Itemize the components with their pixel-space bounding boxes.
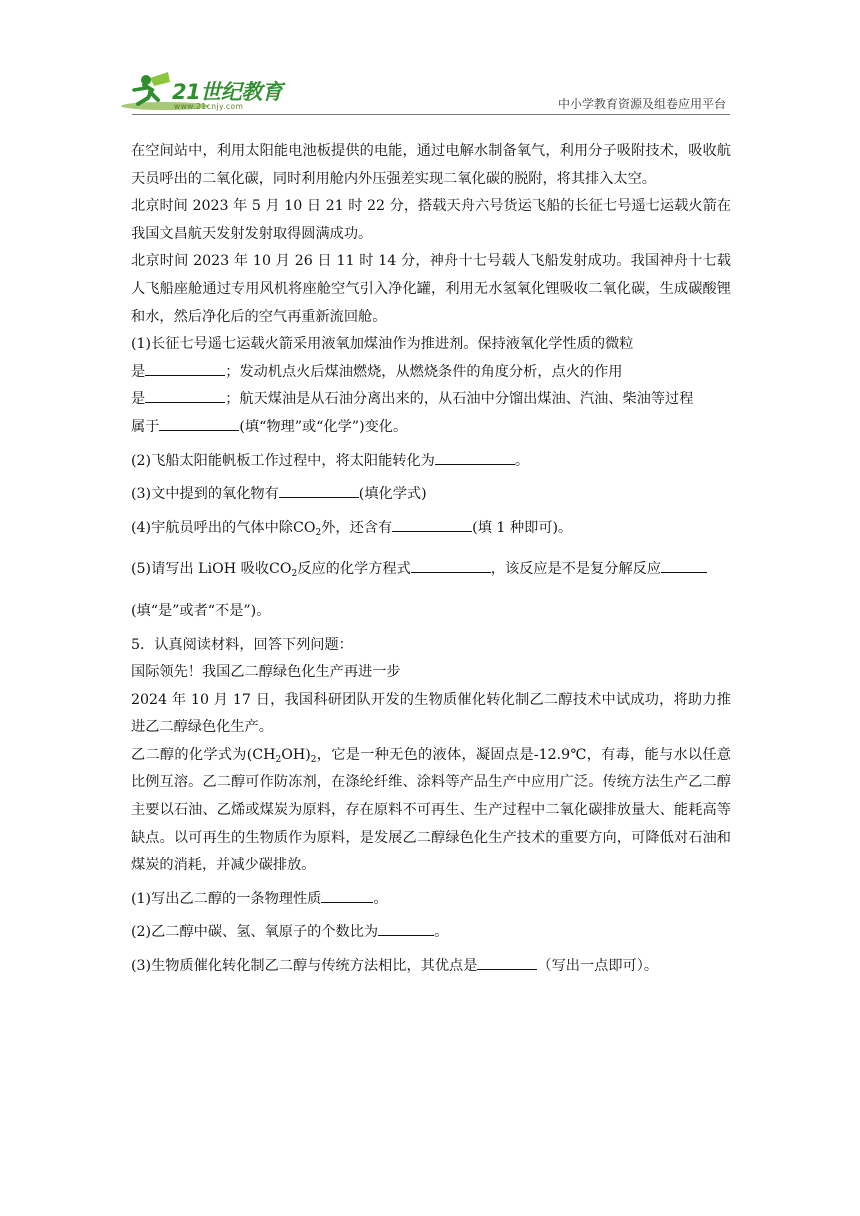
answer-blank[interactable] [477,955,537,970]
question-1-line-1: (1)长征七号遥七运载火箭采用液氧加煤油作为推进剂。保持液氧化学性质的微粒 [131,336,634,353]
answer-blank[interactable] [159,416,239,431]
question-4: (4)宇航员呼出的气体中除$CO_2$外，还含有 (填 1 种即可)。 [131,515,731,543]
problem-5-paragraph-2: 乙二醇的化学式为$(CH_2OH)_2$，它是一种无色的液体，凝固点是-12.9℃，有毒，能与水以任意比例互溶。乙二醇可作防冻剂，在涤纶纤维、涂料等产品生产中应用广泛。传统方法生产乙二醇主要以石油、乙烯或煤炭为原料，存在原料不可再生、生产过程中二氧化碳排放量大、能耗高等缺点。以可再生的生物质作为原料，是发展乙二醇绿色化生产技术的重要方向，可降低对石油和煤炭的消耗，并减少碳排放。 [131,746,731,874]
logo-url: www.21cnjy.com [174,102,244,111]
question-1-line-3: 是 ；航天煤油是从石油分离出来的，从石油中分馏出煤油、汽油、柴油等过程 [131,386,731,414]
page-header [120,70,730,116]
problem-5-paragraph-1: 2024 年 10 月 17 日，我国科研团队开发的生物质催化转化制乙二醇技术中试成功，将助力推进乙二醇绿色化生产。 [131,691,731,736]
question-5-line-2: (填“是”或者“不是”)。 [131,602,271,619]
question-1-line-4: 属于 (填“物理”或“化学”)变化。 [131,414,731,442]
co2-formula: $CO_2$ [269,561,298,580]
question-5-line-1: (5)请写出 LiOH 吸收$CO_2$反应的化学方程式 ，该反应是不是复分解反应 [131,556,731,584]
problem-5-title: 国际领先！我国乙二醇绿色化生产再进一步 [131,664,401,681]
answer-blank[interactable] [392,517,472,532]
answer-blank[interactable] [435,450,515,465]
question-3: (3)文中提到的氧化物有 (填化学式) [131,481,731,509]
problem-5-question-3: (3)生物质催化转化制乙二醇与传统方法相比，其优点是 （写出一点即可）。 [131,953,731,981]
platform-name: 中小学教育资源及组卷应用平台 [557,97,726,111]
site-logo[interactable] [120,70,295,114]
problem-5-question-2: (2)乙二醇中碳、氢、氧原子的个数比为 。 [131,919,731,947]
header-divider [132,114,730,115]
problem-5-heading: 5．认真阅读材料，回答下列问题： [131,636,353,653]
answer-blank[interactable] [279,483,359,498]
answer-blank[interactable] [145,388,225,403]
answer-blank[interactable] [321,888,373,903]
co2-formula: $CO_2$ [292,519,322,538]
question-2: (2)飞船太阳能帆板工作过程中，将太阳能转化为 。 [131,448,731,476]
problem-5-question-1: (1)写出乙二醇的一条物理性质 。 [131,886,731,914]
answer-blank[interactable] [378,921,434,936]
passage-paragraph-2: 北京时间 2023 年 5 月 10 日 21 时 22 分，搭载天舟六号货运飞船的长征七号遥七运载火箭在我国文昌航天发射发射取得圆满成功。 [131,198,731,242]
passage-paragraph-1: 在空间站中，利用太阳能电池板提供的电能，通过电解水制备氧气，利用分子吸附技术，吸收航天员呼出的二氧化碳，同时利用舱内外压强差实现二氧化碳的脱附，将其排入太空。 [131,143,731,187]
logo-wordmark: 21世纪教育 [172,80,283,104]
passage-paragraph-3: 北京时间 2023 年 10 月 26 日 11 时 14 分，神舟十七号载人飞船发射成功。我国神舟十七载人飞船座舱通过专用风机将座舱空气引入净化罐，利用无水氢氧化锂吸收二氧化碳，生成碳酸锂和水，然后净化后的空气再重新流回舱。 [131,253,731,325]
answer-blank[interactable] [145,361,225,376]
answer-blank[interactable] [411,558,491,573]
question-1-line-2: 是 ；发动机点火后煤油燃烧，从燃烧条件的角度分析，点火的作用 [131,359,731,387]
document-body [131,138,731,981]
answer-blank[interactable] [661,558,707,573]
